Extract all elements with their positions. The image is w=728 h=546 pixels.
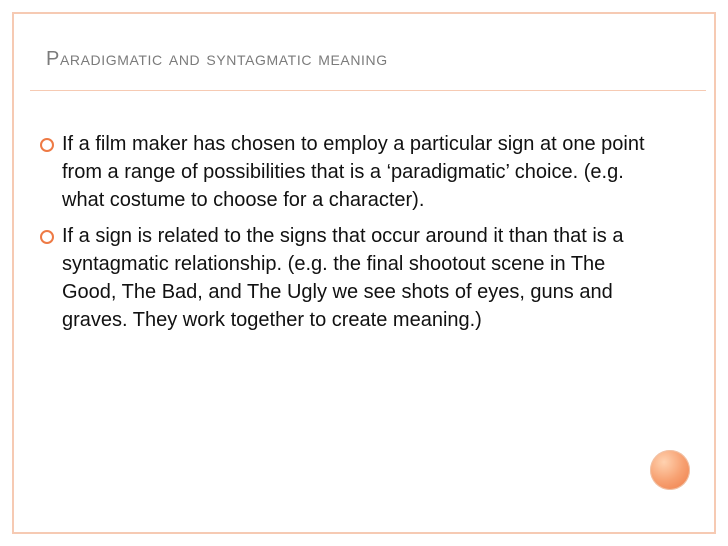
title-divider [30, 90, 706, 91]
bullet-list [38, 130, 658, 342]
bullet-item [38, 130, 658, 214]
bullet-text: If a sign is related to the signs that occur around it than that is a syntagmatic relationship. (e.g. the final shootout scene in The Good, The Bad, and The Ugly we see shots of eyes, guns and graves. They work together to create meaning.) [62, 225, 624, 331]
circle-bullet-icon [38, 136, 56, 154]
bullet-text: If a film maker has chosen to employ a particular sign at one point from a range of possibilities that is a ‘paradigmatic’ choice. (e.g. what costume to choose for a character). [62, 133, 645, 211]
decorative-orb-icon [650, 450, 690, 490]
slide-title: Paradigmatic and syntagmatic meaning [46, 48, 388, 70]
bullet-item [38, 222, 658, 334]
circle-bullet-icon [38, 228, 56, 246]
